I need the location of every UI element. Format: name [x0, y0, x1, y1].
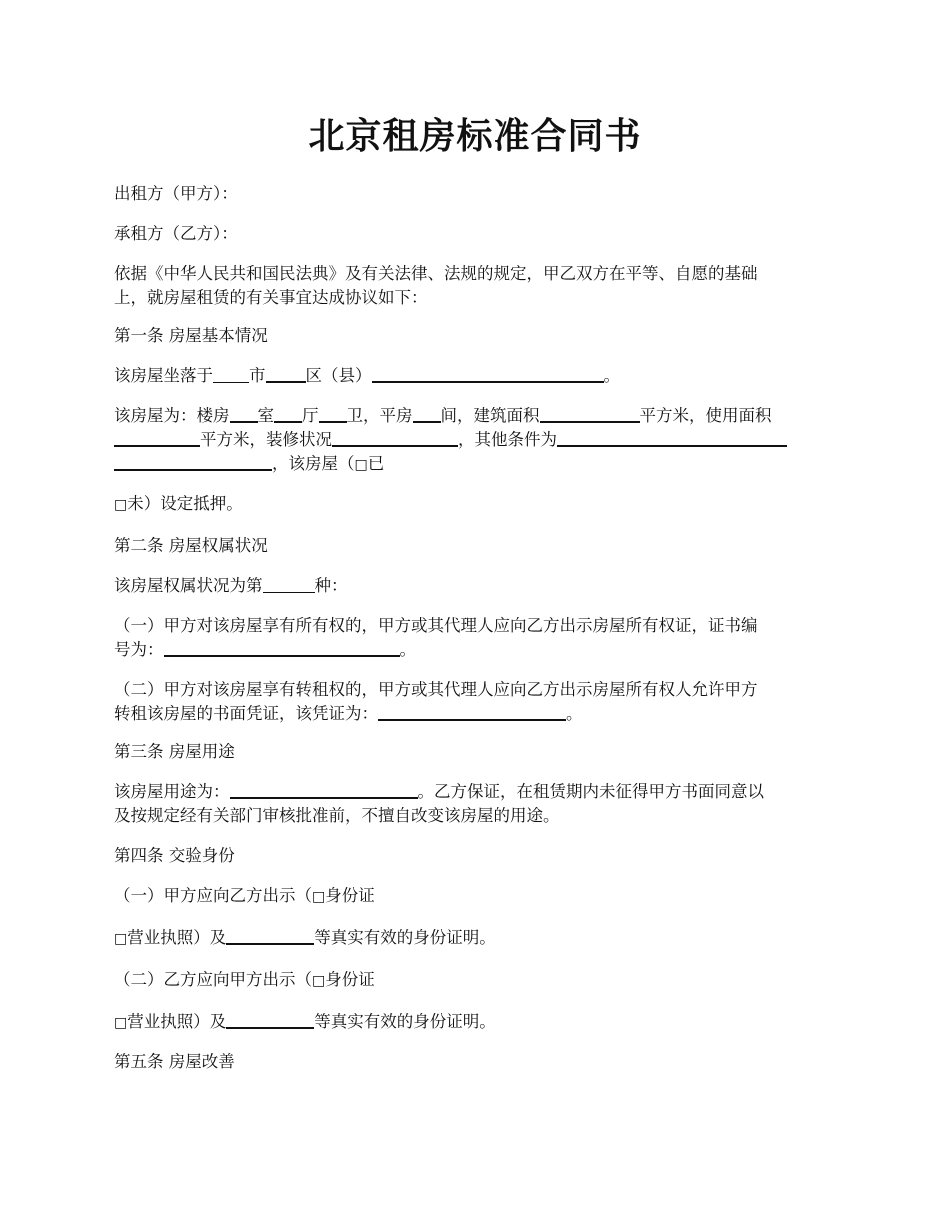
lessee-id-line-1: （二）乙方应向甲方出示（□身份证	[114, 970, 375, 989]
article-5-heading: 第五条 房屋改善	[114, 1052, 235, 1071]
ownership-type-line: 该房屋权属状况为第 种：	[114, 576, 348, 595]
house-desc-line-3: ，该房屋（□已	[114, 452, 844, 477]
checkbox-lessor-id-card[interactable]: □	[312, 889, 326, 905]
ownership-item-2-line-1: （二）甲方对该房屋享有转租权的，甲方或其代理人应向乙方出示房屋所有权人允许甲方	[114, 680, 758, 699]
house-desc-line-2: 平方米，装修状况 ，其他条件为	[114, 428, 844, 452]
article-1-heading: 第一条 房屋基本情况	[114, 326, 268, 345]
intro-line-2: 上，就房屋租赁的有关事宜达成协议如下：	[114, 288, 428, 307]
page-title: 北京租房标准合同书	[308, 116, 642, 157]
article-3-heading: 第三条 房屋用途	[114, 742, 235, 761]
usage-line-1: 该房屋用途为： 。乙方保证，在租赁期内未征得甲方书面同意以	[114, 782, 764, 801]
intro-line-1: 依据《中华人民共和国民法典》及有关法律、法规的规定，甲乙双方在平等、自愿的基础	[114, 264, 758, 283]
ownership-item-1-line-2: 号为： 。	[114, 640, 416, 659]
lessor-id-line-2: □营业执照）及 等真实有效的身份证明。	[114, 928, 496, 947]
checkbox-lessee-business-license[interactable]: □	[114, 1015, 128, 1031]
mortgage-line: □未）设定抵押。	[114, 494, 243, 513]
lessee-line: 承租方（乙方）：	[114, 224, 238, 243]
checkbox-lessee-id-card[interactable]: □	[312, 973, 326, 989]
house-desc-line-1: 该房屋为：楼房 室 厅 卫，平房 间，建筑面积 平方米，使用面积	[114, 406, 772, 425]
lessor-id-line-1: （一）甲方应向乙方出示（□身份证	[114, 886, 375, 905]
ownership-item-1-line-1: （一）甲方对该房屋享有所有权的，甲方或其代理人应向乙方出示房屋所有权证，证书编	[114, 616, 758, 635]
checkbox-lessor-business-license[interactable]: □	[114, 931, 128, 947]
lessor-line: 出租方（甲方）：	[114, 184, 238, 203]
ownership-item-2-line-2: 转租该房屋的书面凭证，该凭证为： 。	[114, 704, 583, 723]
checkbox-mortgaged[interactable]: □	[354, 457, 368, 473]
lessee-id-line-2: □营业执照）及 等真实有效的身份证明。	[114, 1012, 496, 1031]
location-line: 该房屋坐落于 市 区（县） 。	[114, 366, 620, 385]
usage-line-2: 及按规定经有关部门审核批准前，不擅自改变该房屋的用途。	[114, 806, 560, 825]
article-2-heading: 第二条 房屋权属状况	[114, 536, 268, 555]
article-4-heading: 第四条 交验身份	[114, 846, 235, 865]
checkbox-not-mortgaged[interactable]: □	[114, 497, 128, 513]
